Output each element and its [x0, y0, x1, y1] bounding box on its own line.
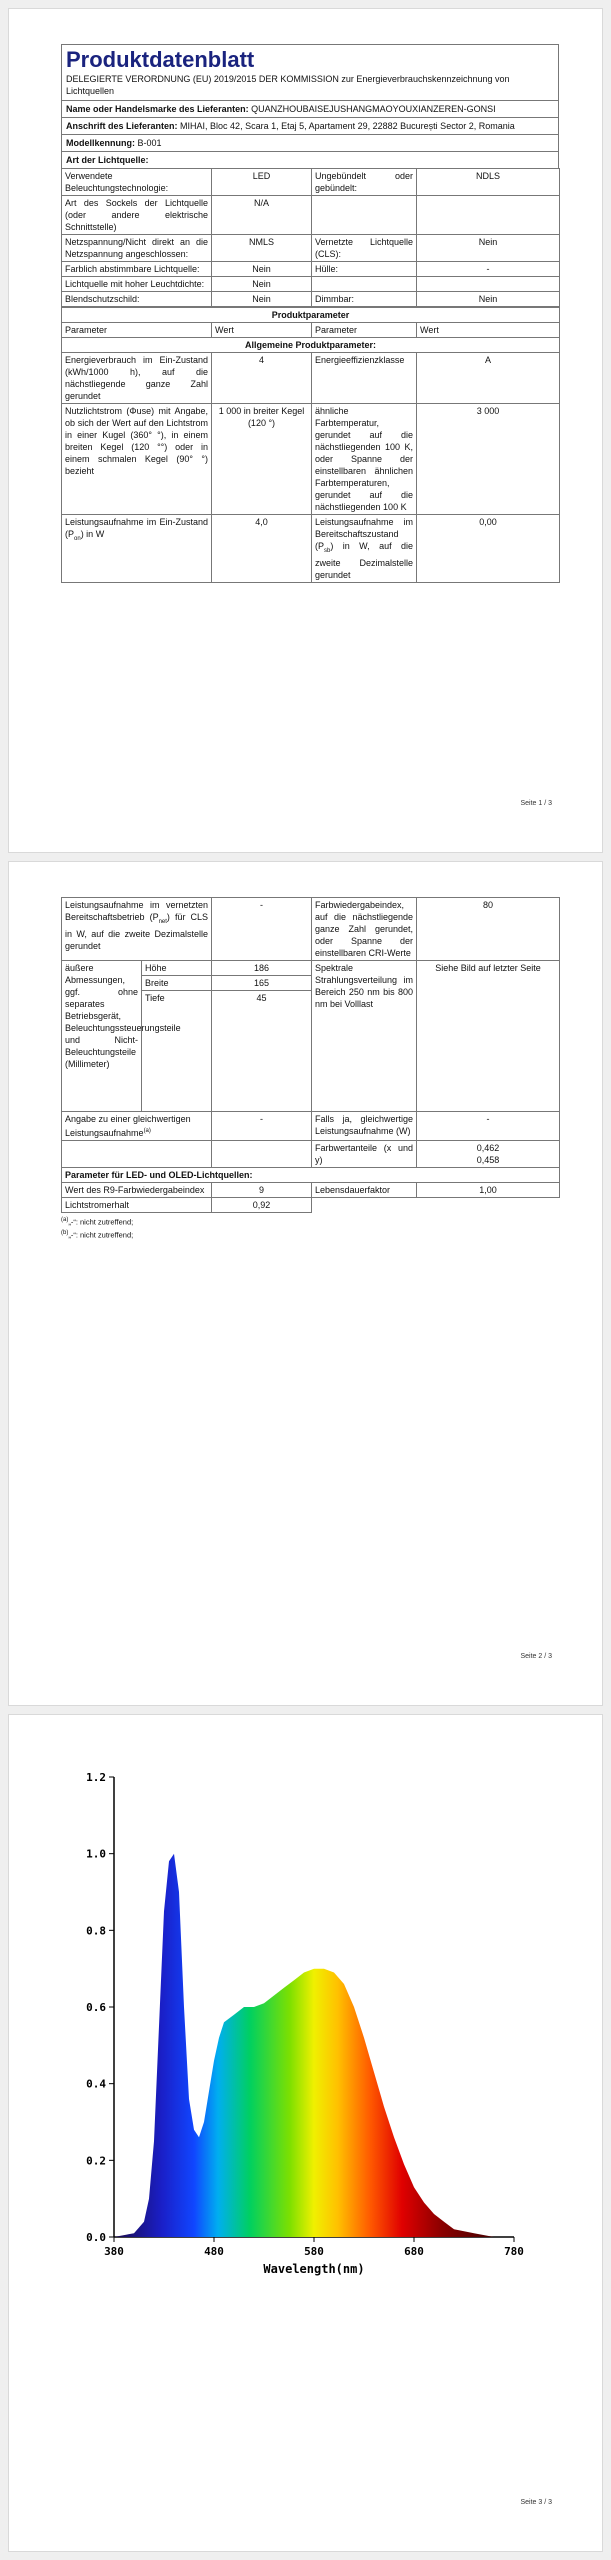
row-label: Hülle:: [312, 262, 417, 277]
x-tick-label: 780: [504, 2245, 524, 2258]
model-box: [61, 134, 559, 151]
depth-value: 45: [212, 991, 312, 1112]
page-number-1: Seite 1 / 3: [520, 800, 552, 807]
row-label: Blendschutzschild:: [62, 292, 212, 307]
power-on-label: Leistungsaufnahme im Ein-Zustand $(P_{on})$ in W: [62, 515, 212, 583]
supplier-name-value: QUANZHOUBAISEJUSHANGMAOYOUXIANZEREN-GONSI: [251, 104, 496, 114]
page-number-3: Seite 3 / 3: [520, 2499, 552, 2506]
dimensions-label: äußere Abmessungen, ggf. ohne separates Betriebsgerät, Beleuchtungssteuerungsteile und Nicht-Beleuchtungsteile (Millimeter): [62, 961, 142, 1112]
param-label: Energieeffizienzklasse: [312, 353, 417, 404]
param-value: 4: [212, 353, 312, 404]
col-value-2: Wert: [417, 323, 560, 338]
document-title: Produktdatenblatt: [66, 47, 255, 72]
depth-label: Tiefe: [142, 991, 212, 1112]
model-value: B-001: [137, 138, 162, 148]
y-tick-label: 0.4: [86, 2077, 106, 2091]
document-page-2: [8, 861, 603, 1706]
x-axis-label: Wavelength(nm): [263, 2262, 365, 2276]
y-tick-label: 0.8: [86, 1924, 106, 1938]
y-tick-label: 1.2: [86, 1771, 106, 1784]
row-label: [312, 277, 417, 292]
lumen-maint-label: Lichtstromerhalt: [62, 1198, 212, 1213]
life-factor-value: 1,00: [417, 1183, 560, 1198]
param-row: [62, 353, 560, 404]
product-params-heading: Produktparameter: [62, 308, 560, 323]
row-label: [312, 196, 417, 235]
chroma-values: 0,462 0,458: [417, 1141, 560, 1168]
spectrum-label: Spektrale Strahlungsverteilung im Bereich 250 nm bis 800 nm bei Volllast: [312, 961, 417, 1112]
param-value: A: [417, 353, 560, 404]
param-value: 3 000: [417, 404, 560, 515]
cri-value: 80: [417, 898, 560, 961]
light-type-row: [62, 235, 560, 262]
height-label: Höhe: [142, 961, 212, 976]
light-type-row: [62, 292, 560, 307]
spectral-distribution-chart: [9, 1715, 604, 2315]
col-param-1: Parameter: [62, 323, 212, 338]
light-type-table: [61, 168, 560, 307]
power-on-value: 4,0: [212, 515, 312, 583]
row-value: LED: [212, 169, 312, 196]
footnote-b: $^{(b)}$„-“: nicht zutreffend;: [61, 1229, 134, 1239]
standby-value: 0,00: [417, 515, 560, 583]
x-tick-label: 480: [204, 2245, 224, 2258]
spectrum-value: Siehe Bild auf letzter Seite: [417, 961, 560, 1112]
led-params-heading: Parameter für LED- und OLED-Lichtquellen:: [62, 1168, 560, 1183]
y-tick-label: 1.0: [86, 1847, 106, 1861]
y-tick-label: 0.6: [86, 2001, 106, 2014]
document-subtitle: DELEGIERTE VERORDNUNG (EU) 2019/2015 DER KOMMISSION zur Energieverbrauchskennzeichnung von Lichtquellen: [66, 74, 510, 96]
empty-cell: [312, 1198, 417, 1213]
page-number-2: Seite 2 / 3: [520, 1653, 552, 1660]
row-value: Nein: [212, 277, 312, 292]
equiv-value: -: [212, 1112, 312, 1141]
param-label: Nutzlichtstrom (Φuse) mit Angabe, ob sich der Wert auf den Lichtstrom in einer Kugel (360° °), in einem breiten Kegel (120 °°) oder in einem schmalen Kegel (90° °) bezieht: [62, 404, 212, 515]
x-tick-label: 580: [304, 2245, 324, 2258]
row-label: Netzspannung/Nicht direkt an die Netzspannung angeschlossen:: [62, 235, 212, 262]
empty-cell: [62, 1141, 212, 1168]
supplier-address-value: MIHAI, Bloc 42, Scara 1, Etaj 5, Apartament 29, 22882 București Sector 2, Romania: [180, 121, 515, 131]
life-factor-label: Lebensdauerfaktor: [312, 1183, 417, 1198]
supplier-address-box: [61, 117, 559, 134]
row-label: Art des Sockels der Lichtquelle (oder andere elektrische Schnittstelle): [62, 196, 212, 235]
row-value: NDLS: [417, 169, 560, 196]
general-params-heading: Allgemeine Produktparameter:: [62, 338, 560, 353]
document-page-1: [8, 8, 603, 853]
page-1-content: [61, 44, 559, 583]
chroma-label: Farbwertanteile (x und y): [312, 1141, 417, 1168]
empty-cell: [417, 1198, 560, 1213]
light-type-row: [62, 196, 560, 235]
params-table-continued: [61, 897, 560, 1213]
net-standby-value: -: [212, 898, 312, 961]
row-value: [417, 196, 560, 235]
row-value: NMLS: [212, 235, 312, 262]
document-page-3: [8, 1714, 603, 2552]
supplier-name-label: Name oder Handelsmarke des Lieferanten:: [66, 104, 249, 114]
row-value: Nein: [212, 292, 312, 307]
row-label: Vernetzte Lichtquelle (CLS):: [312, 235, 417, 262]
page-2-content: [61, 897, 559, 1240]
row-label: Ungebündelt oder gebündelt:: [312, 169, 417, 196]
light-type-row: [62, 262, 560, 277]
row-label: Lichtquelle mit hoher Leuchtdichte:: [62, 277, 212, 292]
x-tick-label: 680: [404, 2245, 424, 2258]
standby-label: Leistungsaufnahme im Bereitschaftszustand $(P_{sb})$ in W, auf die zweite Dezimalstelle gerundet: [312, 515, 417, 583]
equiv-label: Angabe zu einer gleichwertigen Leistungsaufnahme$^{(a)}$: [62, 1112, 212, 1141]
row-label: Dimmbar:: [312, 292, 417, 307]
row-value: N/A: [212, 196, 312, 235]
row-value: Nein: [212, 262, 312, 277]
row-value: Nein: [417, 235, 560, 262]
empty-cell: [212, 1141, 312, 1168]
supplier-address-label: Anschrift des Lieferanten:: [66, 121, 178, 131]
equiv-power-label: Falls ja, gleichwertige Leistungsaufnahme (W): [312, 1112, 417, 1141]
param-row: [62, 404, 560, 515]
r9-label: Wert des R9-Farbwiedergabeindex: [62, 1183, 212, 1198]
param-label: Energieverbrauch im Ein-Zustand (kWh/1000 h), auf die nächstliegende ganze Zahl gerundet: [62, 353, 212, 404]
r9-value: 9: [212, 1183, 312, 1198]
x-tick-label: 380: [104, 2245, 124, 2258]
col-param-2: Parameter: [312, 323, 417, 338]
row-value: Nein: [417, 292, 560, 307]
product-params-table: [61, 307, 560, 583]
cri-label: Farbwiedergabeindex, auf die nächstliegende ganze Zahl gerundet, oder Spanne der einstellbaren CRI-Werte: [312, 898, 417, 961]
height-value: 186: [212, 961, 312, 976]
model-label: Modellkennung:: [66, 138, 135, 148]
footnote-a: $^{(a)}$„-“: nicht zutreffend;: [61, 1217, 134, 1227]
spectrum-area: [114, 1854, 514, 2237]
header-box: [61, 44, 559, 100]
lumen-maint-value: 0,92: [212, 1198, 312, 1213]
y-tick-label: 0.0: [86, 2231, 106, 2244]
equiv-power-value: -: [417, 1112, 560, 1141]
light-type-heading: Art der Lichtquelle:: [61, 151, 559, 168]
width-label: Breite: [142, 976, 212, 991]
param-value: 1 000 in breiter Kegel (120 °): [212, 404, 312, 515]
light-type-row: [62, 169, 560, 196]
width-value: 165: [212, 976, 312, 991]
row-label: Verwendete Beleuchtungstechnologie:: [62, 169, 212, 196]
row-value: [417, 277, 560, 292]
row-value: -: [417, 262, 560, 277]
light-type-row: [62, 277, 560, 292]
y-tick-label: 0.2: [86, 2154, 106, 2168]
supplier-name-box: [61, 100, 559, 117]
net-standby-label: Leistungsaufnahme im vernetzten Bereitschaftsbetrieb $(P_{net})$ für CLS in W, auf die zweite Dezimalstelle gerundet: [62, 898, 212, 961]
row-label: Farblich abstimmbare Lichtquelle:: [62, 262, 212, 277]
param-label: ähnliche Farbtemperatur, gerundet auf die nächstliegenden 100 K, oder Spanne der einstellbaren ähnlichen Farbtemperaturen, gerundet auf die nächstliegenden 100 K: [312, 404, 417, 515]
col-value-1: Wert: [212, 323, 312, 338]
